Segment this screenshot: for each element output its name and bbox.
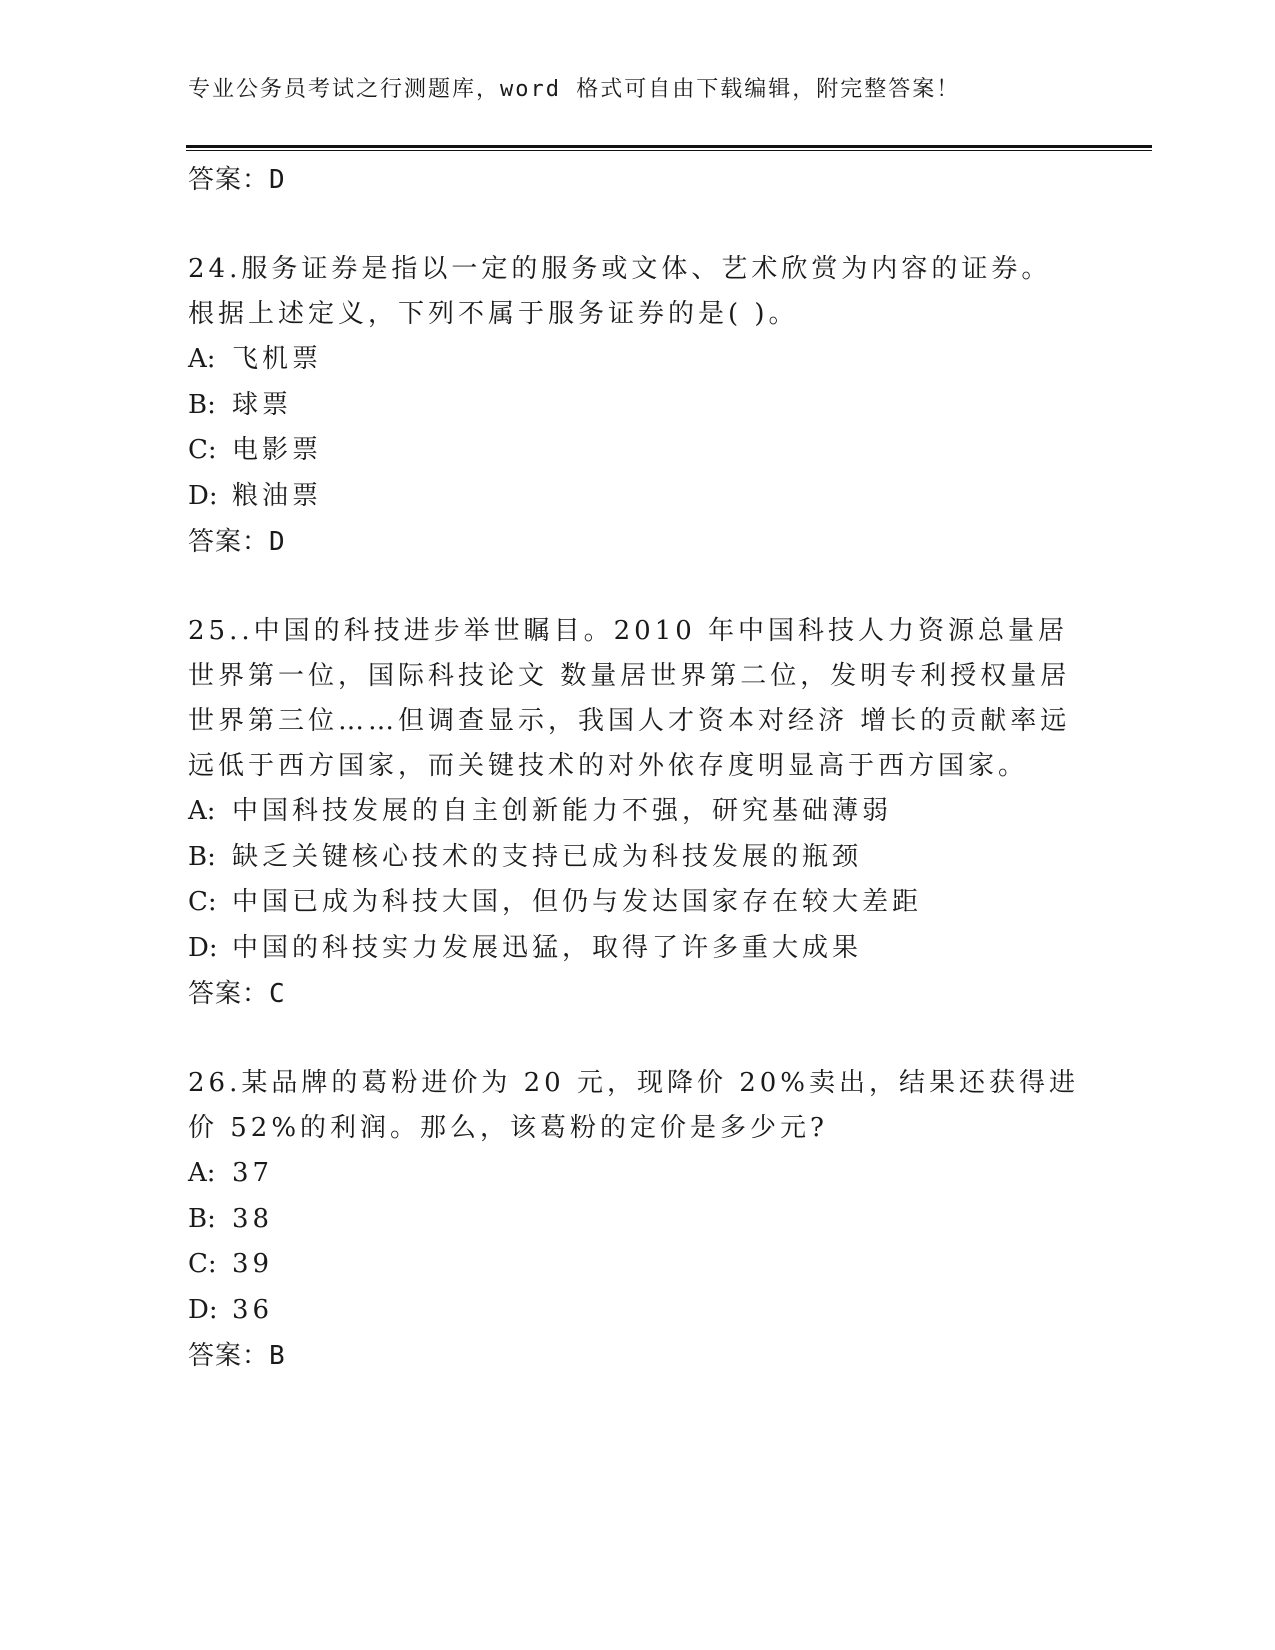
option-b	[188, 1197, 1088, 1243]
option-letter: B:	[188, 1203, 216, 1234]
option-a	[188, 789, 1088, 835]
option-letter: C:	[188, 1249, 217, 1279]
option-d	[188, 474, 1088, 520]
header-rule	[186, 145, 1152, 148]
option-text: 中国已成为科技大国，但仍与发达国家存在较大差距	[232, 887, 923, 917]
option-d	[188, 1288, 1088, 1334]
answer-value: B	[269, 1341, 286, 1371]
option-a	[188, 1151, 1088, 1197]
option-d	[188, 926, 1088, 972]
question-text: 25..中国的科技进步举世瞩目。2010 年中国科技人力资源总量居世界第一位，国际科技论文 数量居世界第二位，发明专利授权量居世界第三位……但调查显示，我国人才资本对经济 增长的贡献率远远低于西方国家，而关键技术的对外依存度明显高于西方国家。	[188, 616, 1071, 781]
option-letter: A:	[188, 1158, 216, 1188]
option-letter: B:	[188, 389, 216, 420]
answer-line	[188, 1333, 1088, 1379]
option-letter: C:	[188, 435, 217, 465]
option-letter: D:	[188, 480, 218, 511]
option-letter: D:	[188, 1294, 218, 1325]
answer-label: 答案：	[188, 165, 270, 195]
option-text: 38	[232, 1203, 274, 1234]
option-letter: D:	[188, 932, 218, 963]
question-24	[188, 247, 1088, 565]
option-c	[188, 880, 1088, 926]
question-text: 24.服务证券是指以一定的服务或文体、艺术欣赏为内容的证券。 根据上述定义，下列不属于服务证券的是( )。	[188, 254, 1052, 329]
answer-value: C	[269, 979, 286, 1009]
option-b	[188, 383, 1088, 429]
option-text: 粮油票	[232, 480, 323, 511]
question-text: 26.某品牌的葛粉进价为 20 元，现降价 20%卖出，结果还获得进价 52%的利润。那么，该葛粉的定价是多少元?	[188, 1068, 1080, 1143]
page-header: 专业公务员考试之行测题库，word 格式可自由下载编辑，附完整答案！	[188, 77, 961, 102]
answer-label: 答案：	[188, 1341, 270, 1371]
option-text: 飞机票	[232, 344, 323, 374]
option-text: 缺乏关键核心技术的支持已成为科技发展的瓶颈	[232, 841, 863, 872]
option-letter: C:	[188, 887, 217, 917]
question-26	[188, 1061, 1088, 1379]
option-b	[188, 835, 1088, 881]
option-a	[188, 337, 1088, 383]
answer-label: 答案：	[188, 527, 270, 557]
option-letter: A:	[188, 344, 216, 374]
option-text: 36	[232, 1294, 274, 1325]
answer-label: 答案：	[188, 979, 270, 1009]
answer-line	[188, 519, 1088, 565]
header-rule-thin	[186, 150, 1152, 151]
answer-line	[188, 971, 1088, 1017]
option-text: 39	[232, 1249, 274, 1279]
option-text: 电影票	[232, 435, 323, 465]
option-text: 中国科技发展的自主创新能力不强，研究基础薄弱	[232, 796, 893, 826]
answer-value: D	[269, 527, 286, 557]
document-body	[188, 157, 1088, 1379]
answer-line	[188, 157, 1088, 203]
option-letter: B:	[188, 841, 216, 872]
question-25	[188, 609, 1088, 1017]
answer-value: D	[269, 165, 286, 195]
option-c	[188, 1242, 1088, 1288]
option-letter: A:	[188, 796, 216, 826]
option-c	[188, 428, 1088, 474]
option-text: 37	[232, 1158, 274, 1188]
option-text: 中国的科技实力发展迅猛，取得了许多重大成果	[232, 932, 863, 963]
option-text: 球票	[232, 389, 293, 420]
